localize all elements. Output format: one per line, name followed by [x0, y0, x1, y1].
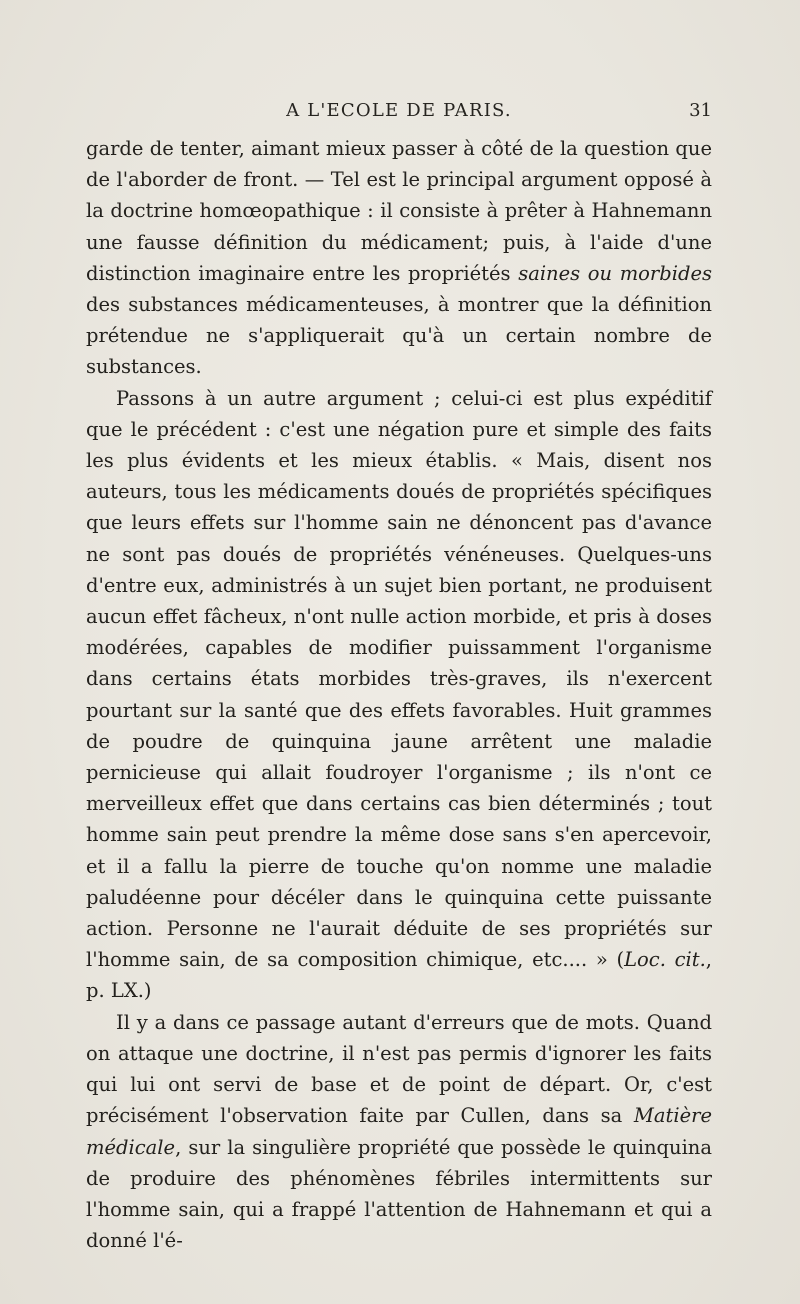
paragraph-3 [86, 1007, 712, 1257]
body-text [86, 133, 712, 1256]
paragraph-3-text-c: , sur la singulière propriété que possède le quinquina de produire des phénomènes fébriles intermittents sur l'homme sain, qui a frappé l'attention de Hahnemann et qui a donné l'é- [86, 1135, 712, 1253]
paragraph-1-text-c: des substances médicamenteuses, à montrer que la définition prétendue ne s'appliquerait qu'à un certain nombre de substances. [86, 293, 712, 379]
paragraph-1 [86, 133, 712, 383]
paragraph-2 [86, 383, 712, 1007]
running-title: A L'ECOLE DE PARIS. [286, 100, 512, 121]
paragraph-1-text-a: garde de tenter, aimant mieux passer à côté de la question que de l'aborder de front. — Tel est le principal argument opposé à la doctrine homœopathique : il consiste à prêter à Hahnemann une fausse définition du médicament; puis, à l'aide d'une distinction imaginaire entre les propriétés [86, 137, 712, 285]
paragraph-1-italic: saines ou morbides [518, 261, 712, 285]
paragraph-3-text-a: Il y a dans ce passage autant d'erreurs que de mots. Quand on attaque une doctrine, il n'est pas permis d'ignorer les faits qui lui ont servi de base et de point de départ. Or, c'est précisément l'observation faite par Cullen, dans sa [86, 1010, 712, 1128]
paragraph-3-italic: Matière médicale [86, 1104, 712, 1159]
page-header [86, 98, 712, 126]
page-number: 31 [689, 100, 712, 121]
paragraph-2-italic: Loc. cit. [624, 948, 706, 972]
paragraph-2-text-c: , p. LX.) [86, 948, 712, 1003]
paragraph-2-text-a: Passons à un autre argument ; celui-ci est plus expéditif que le précédent : c'est une négation pure et simple des faits les plus évidents et les mieux établis. « Mais, disent nos auteurs, tous les médicaments doués de propriétés spécifiques que leurs effets sur l'homme sain ne dénoncent pas d'avance ne sont pas doués de propriétés vénéneuses. Quelques-uns d'entre eux, administrés à un sujet bien portant, ne produisent aucun effet fâcheux, n'ont nulle action morbide, et pris à doses modérées, capables de modifier puissamment l'organisme dans certains états morbides très-graves, ils n'exercent pourtant sur la santé que des effets favorables. Huit grammes de poudre de quinquina jaune arrêtent une maladie pernicieuse qui allait foudroyer l'organisme ; ils n'ont ce merveilleux effet que dans certains cas bien déterminés ; tout homme sain peut prendre la même dose sans s'en apercevoir, et il a fallu la pierre de touche qu'on nomme une maladie paludéenne pour décéler dans le quinquina cette puissante action. Personne ne l'aurait déduite de ses propriétés sur l'homme sain, de sa composition chimique, etc.... » ( [86, 386, 712, 972]
